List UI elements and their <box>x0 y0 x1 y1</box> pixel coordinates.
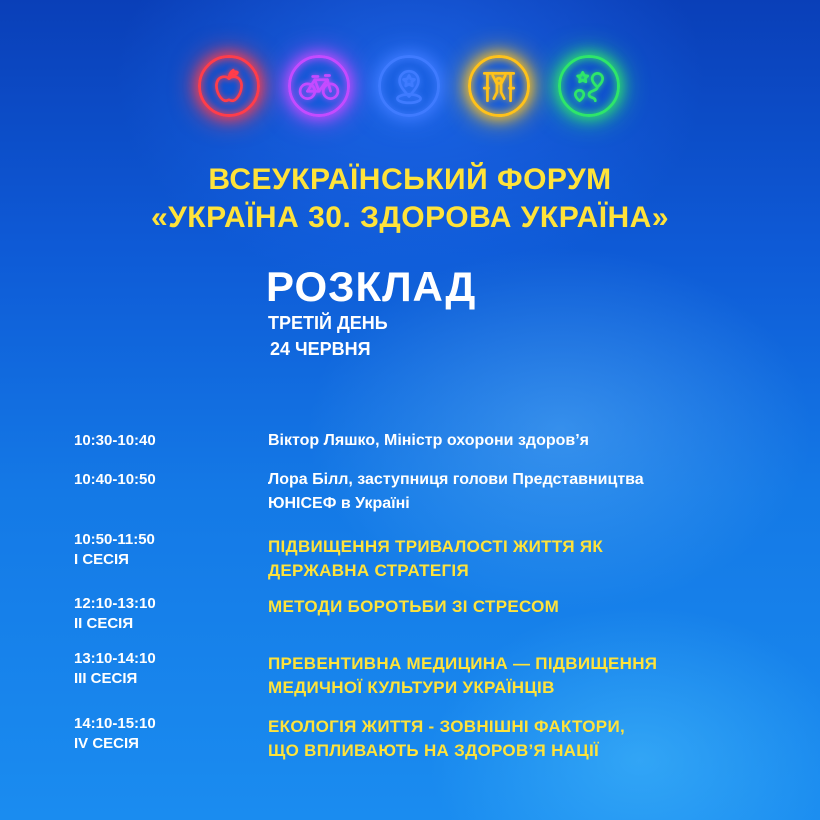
session-topic-line: ЩО ВПЛИВАЮТЬ НА ЗДОРОВ’Я НАЦІЇ <box>268 741 599 760</box>
apple-icon <box>198 55 260 117</box>
item-description-line: Віктор Ляшко, Міністр охорони здоров’я <box>268 432 590 449</box>
session-label: I СЕСІЯ <box>74 551 129 568</box>
time-slot: 14:10-15:10 <box>74 715 156 732</box>
item-description-line: ЮНІСЕФ в Україні <box>268 495 410 512</box>
schedule-day: ТРЕТІЙ ДЕНЬ <box>268 313 388 333</box>
time-slot: 10:40-10:50 <box>74 471 156 488</box>
time-slot: 13:10-14:10 <box>74 650 156 667</box>
session-label: II СЕСІЯ <box>74 615 134 632</box>
forum-title-line1: ВСЕУКРАЇНСЬКИЙ ФОРУМ <box>208 163 612 196</box>
star-location-pin-icon <box>378 55 440 117</box>
icon-row <box>0 55 820 125</box>
session-label: IV СЕСІЯ <box>74 735 139 752</box>
time-slot: 10:50-11:50 <box>74 531 155 548</box>
gym-workout-icon <box>468 55 530 117</box>
time-slot: 10:30-10:40 <box>74 432 156 449</box>
bicycle-icon <box>288 55 350 117</box>
schedule-title: РОЗКЛАД <box>266 263 477 310</box>
schedule-date: 24 ЧЕРВНЯ <box>270 339 371 359</box>
forum-title-line2: «УКРАЇНА 30. ЗДОРОВА УКРАЇНА» <box>150 201 670 234</box>
time-slot: 12:10-13:10 <box>74 595 156 612</box>
session-topic-line: ПІДВИЩЕННЯ ТРИВАЛОСТІ ЖИТТЯ ЯК <box>268 537 604 556</box>
session-topic-line: ЕКОЛОГІЯ ЖИТТЯ - ЗОВНІШНІ ФАКТОРИ, <box>268 717 625 736</box>
session-topic-line: ДЕРЖАВНА СТРАТЕГІЯ <box>268 561 469 580</box>
session-topic-line: МЕТОДИ БОРОТЬБИ ЗІ СТРЕСОМ <box>268 597 560 616</box>
item-description-line: Лора Білл, заступниця голови Представництва <box>268 471 644 488</box>
session-topic-line: ПРЕВЕНТИВНА МЕДИЦИНА — ПІДВИЩЕННЯ <box>268 654 658 673</box>
session-label: III СЕСІЯ <box>74 670 138 687</box>
route-map-icon <box>558 55 620 117</box>
session-topic-line: МЕДИЧНОЇ КУЛЬТУРИ УКРАЇНЦІВ <box>268 678 555 697</box>
